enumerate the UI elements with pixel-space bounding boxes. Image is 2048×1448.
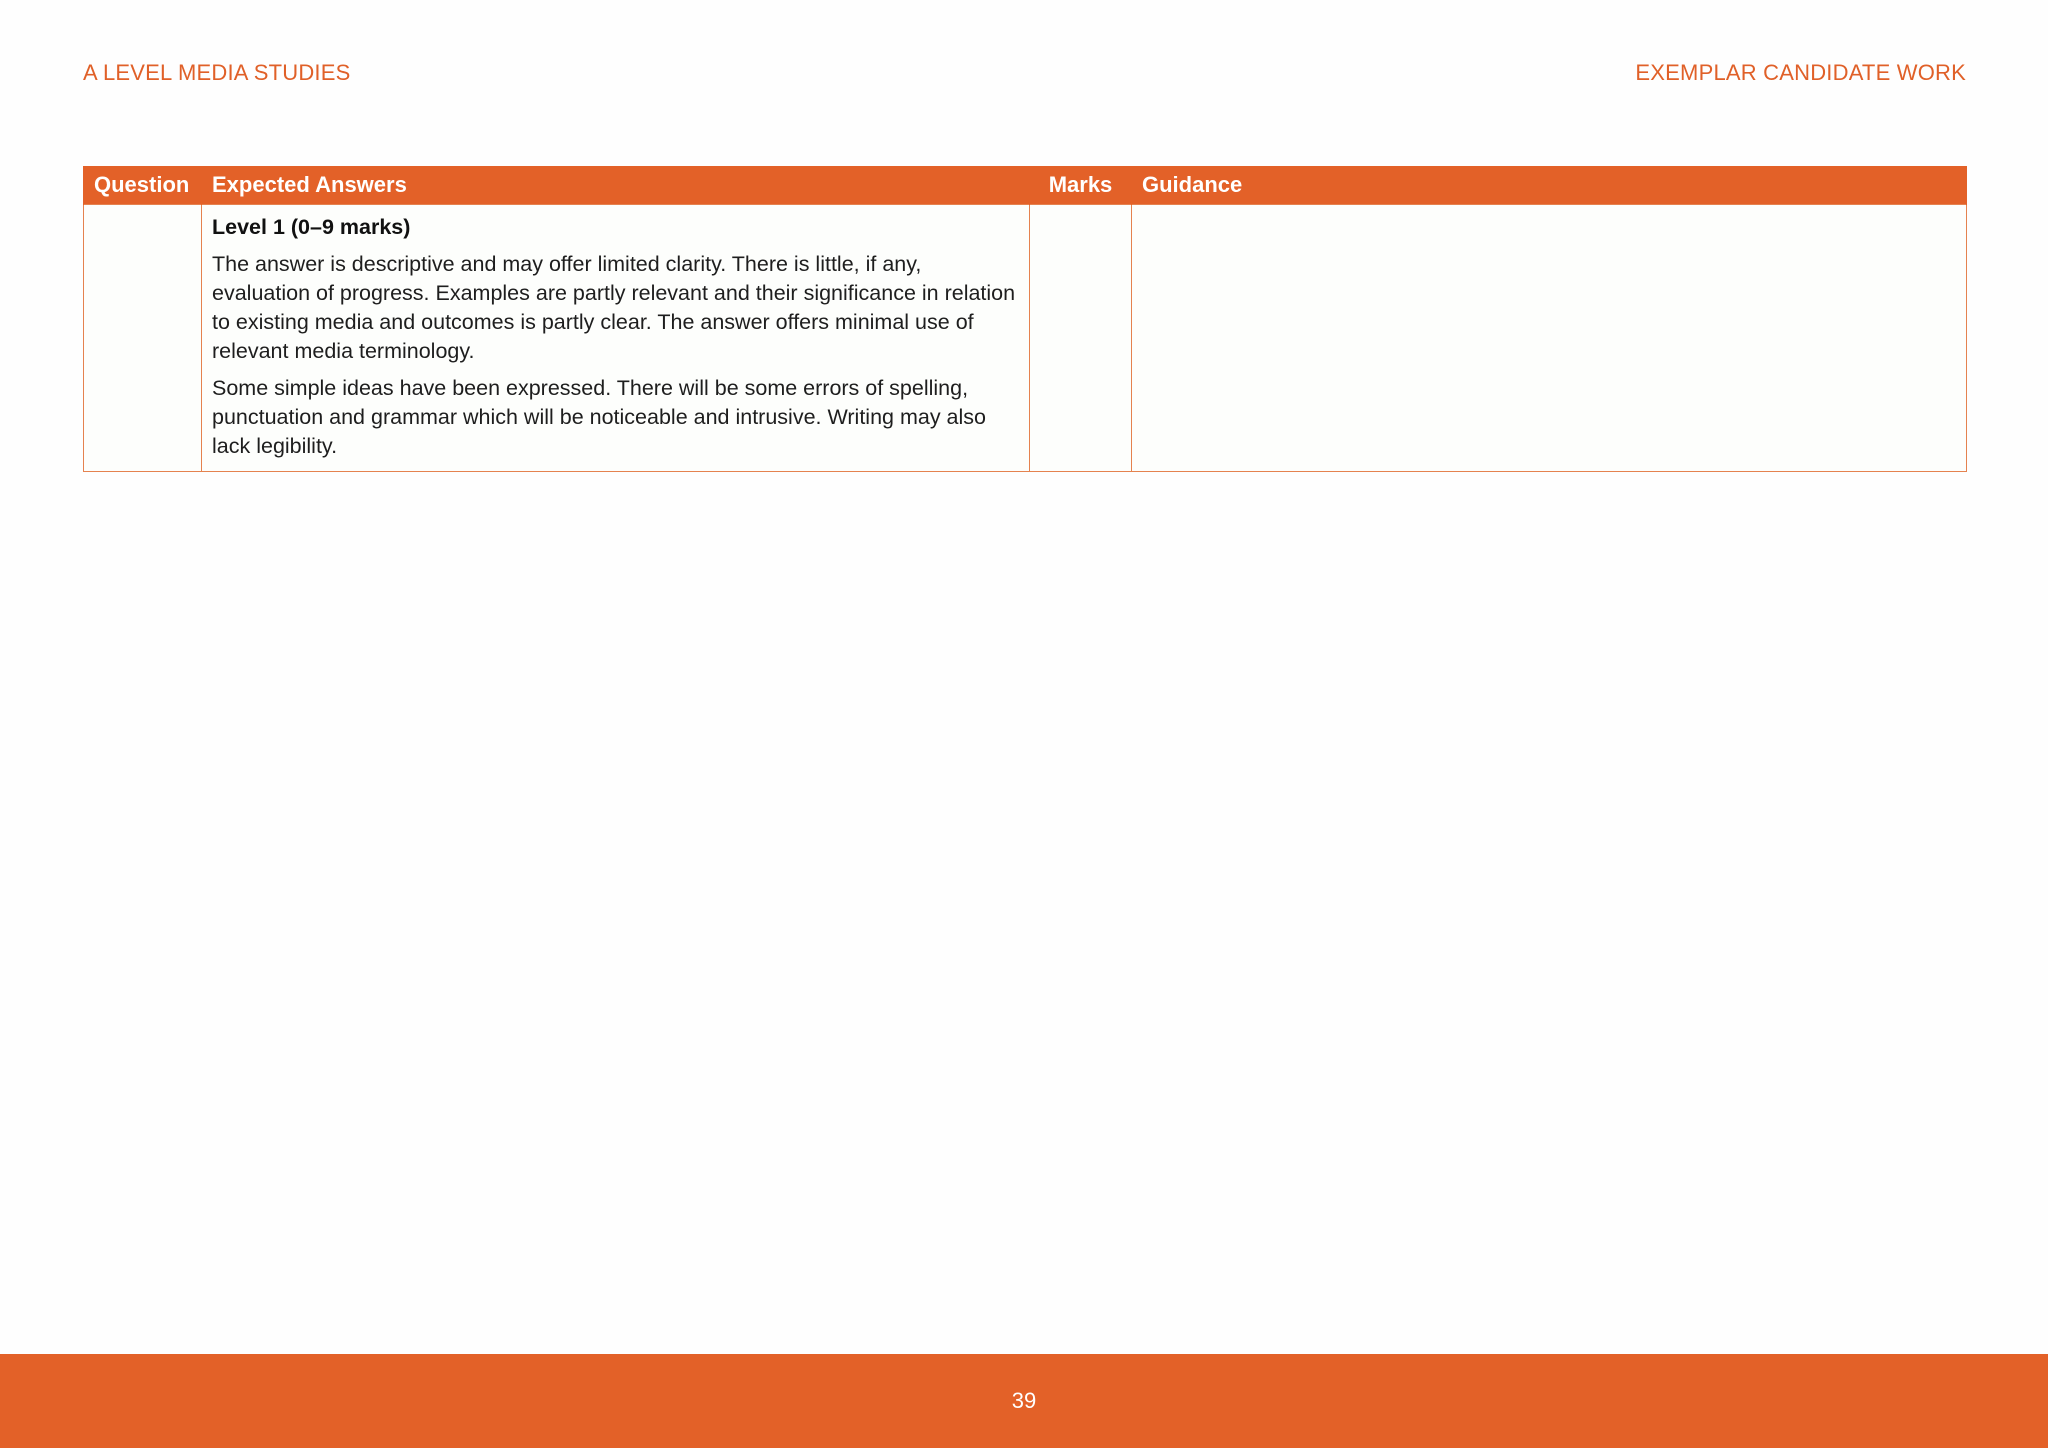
level-title: Level 1 (0–9 marks): [212, 215, 411, 239]
cell-guidance: [1132, 205, 1967, 472]
mark-scheme-table: [83, 166, 1967, 472]
answer-paragraph-2: Some simple ideas have been expressed. There will be some errors of spelling, punctuation and grammar which will be noticeable and intrusive. Writing may also lack legibility.: [212, 376, 986, 458]
answer-paragraph-1: The answer is descriptive and may offer limited clarity. There is little, if any, evaluation of progress. Examples are partly relevant and their significance in relation to existing media and outcomes is partly clear. The answer offers minimal use of relevant media terminology.: [212, 252, 1016, 363]
table-row: [84, 205, 1967, 472]
page-number: 39: [1011, 1388, 1037, 1413]
column-header-expected-answers: Expected Answers: [202, 166, 1030, 205]
column-header-marks: Marks: [1030, 166, 1132, 205]
running-header-section: EXEMPLAR CANDIDATE WORK: [1635, 60, 1966, 85]
cell-question: [84, 205, 202, 472]
footer-bar: [0, 1354, 2048, 1448]
column-header-question: Question: [84, 166, 202, 205]
column-header-guidance: Guidance: [1132, 166, 1967, 205]
cell-marks: [1030, 205, 1132, 472]
running-header-subject: A LEVEL MEDIA STUDIES: [83, 60, 351, 85]
cell-expected-answers: [202, 205, 1030, 472]
table-header-row: [84, 166, 1967, 205]
